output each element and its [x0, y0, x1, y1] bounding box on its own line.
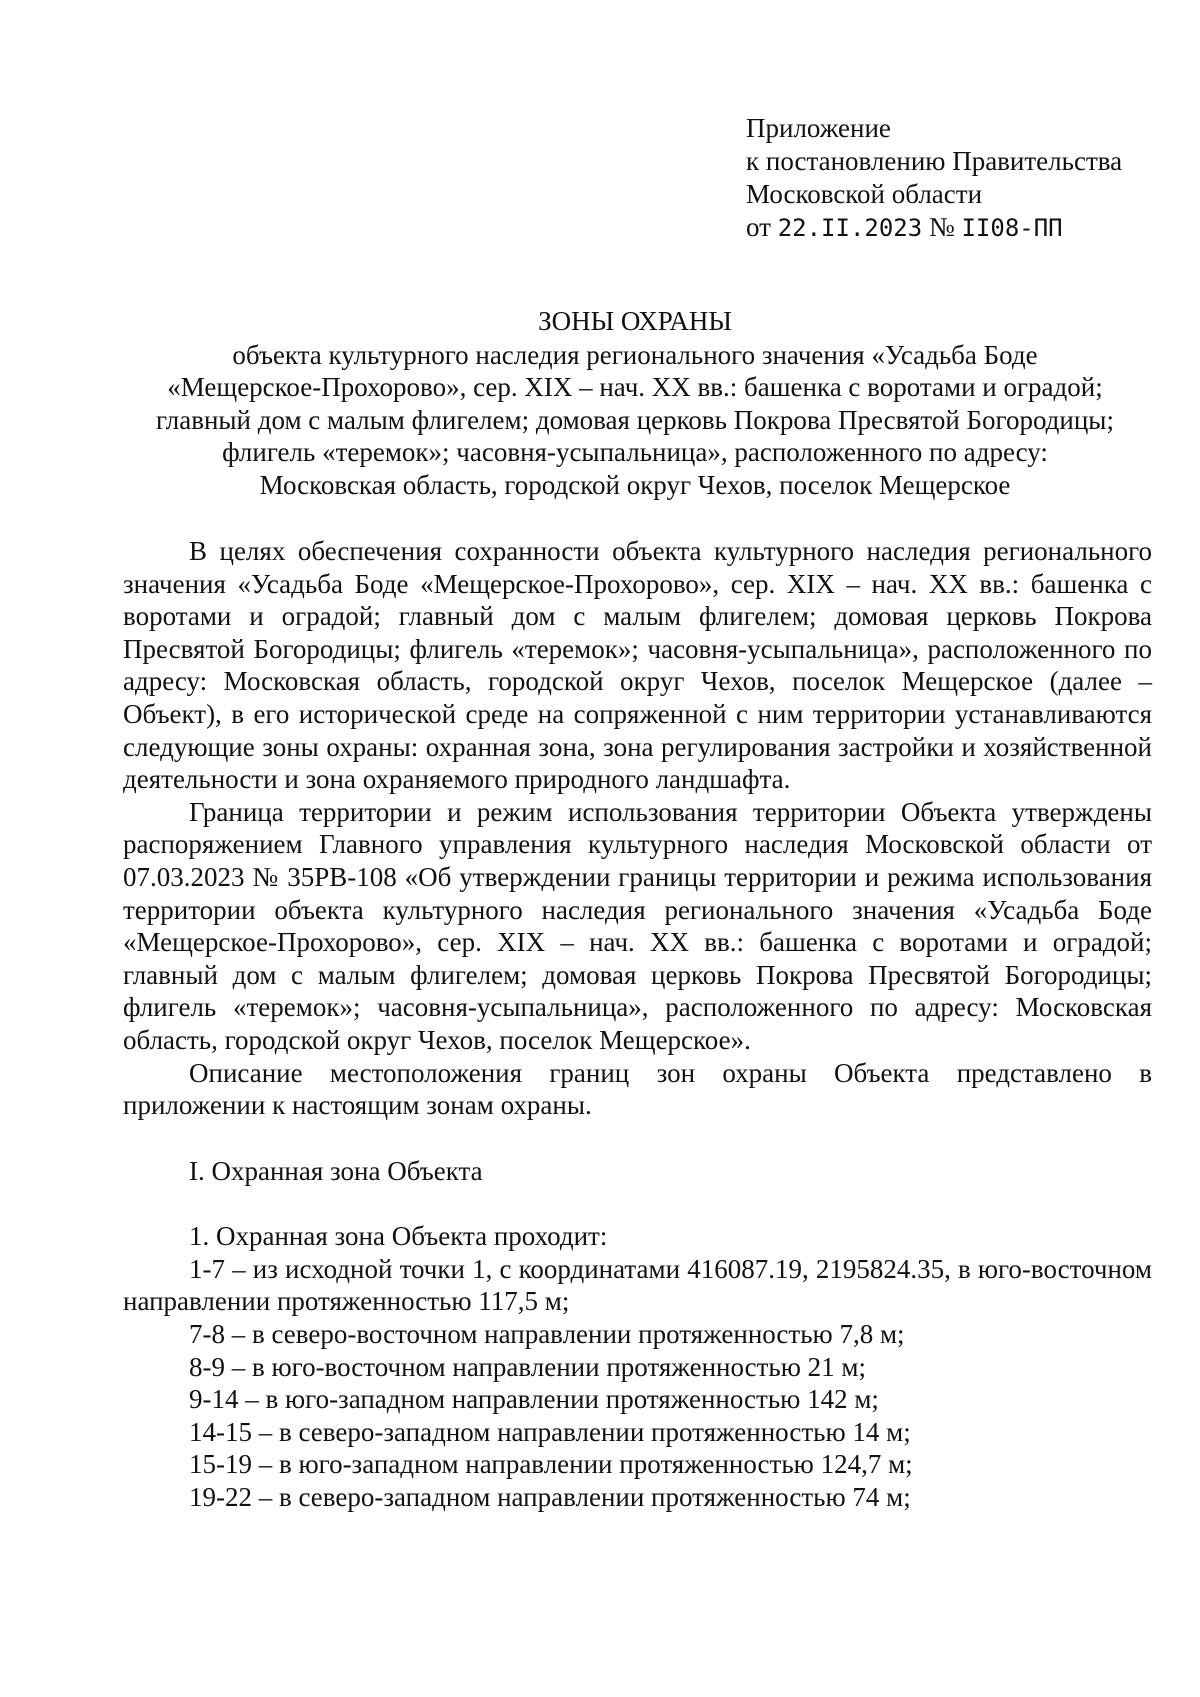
- title-line: Московская область, городской округ Чехов, поселок Мещерское: [259, 469, 1011, 500]
- resolution-number: II08-ПП: [961, 214, 1063, 242]
- appendix-region: Московской области: [746, 179, 983, 209]
- section-heading: I. Охранная зона Объекта: [189, 1155, 483, 1186]
- appendix-label: Приложение: [746, 113, 891, 143]
- document-body: [123, 535, 1152, 1514]
- title-line: флигель «теремок»; часовня-усыпальница», расположенного по адресу:: [222, 437, 1048, 467]
- paragraph-description: Описание местоположения границ зон охраны Объекта представлено в приложении к настоящим зонам охраны.: [123, 1057, 1152, 1121]
- boundary-segment: 1-7 – из исходной точки 1, с координатами 416087.19, 2195824.35, в юго-восточном направлении протяженностью 117,5 м;: [123, 1253, 1152, 1317]
- title-line: объекта культурного наследия регионального значения «Усадьба Боде: [232, 339, 1038, 370]
- paragraph-territory: Граница территории и режим использования территории Объекта утверждены распоряжением Главного управления культурного наследия Московской области от 07.03.2023 № 35РВ-108 «Об утверждении границы территории и режима использования территории объекта культурного наследия регионального значения «Усадьба Боде «Мещерское-Прохорово», сер. XIX – нач. XX вв.: башенка с воротами и оградой; главный дом с малым флигелем; домовая церковь Покрова Пресвятой Богородицы; флигель «теремок»; часовня-усыпальница», расположенного по адресу: Московская область, городской округ Чехов, поселок Мещерское».: [123, 796, 1152, 1055]
- boundary-segment: 8-9 – в юго-восточном направлении протяженностью 21 м;: [189, 1351, 866, 1382]
- date-prefix: от: [746, 212, 771, 242]
- appendix-resolution-ref: к постановлению Правительства: [746, 146, 1123, 176]
- boundary-segment: 14-15 – в северо-западном направлении протяженностью 14 м;: [189, 1416, 911, 1447]
- appendix-header: [746, 112, 1122, 245]
- title-line: «Мещерское-Прохорово», сер. XIX – нач. XX вв.: башенка с воротами и оградой;: [167, 372, 1103, 402]
- title-line: главный дом с малым флигелем; домовая церковь Покрова Пресвятой Богородицы;: [156, 404, 1114, 435]
- boundary-segment: 19-22 – в северо-западном направлении протяженностью 74 м;: [189, 1482, 911, 1513]
- number-sign: №: [928, 212, 955, 242]
- boundary-segment: 15-19 – в юго-западном направлении протяженностью 124,7 м;: [189, 1449, 913, 1480]
- boundary-segment: 7-8 – в северо-восточном направлении протяженностью 7,8 м;: [189, 1319, 905, 1350]
- document-title: [110, 305, 1160, 501]
- resolution-date: 22.II.2023: [777, 214, 923, 242]
- appendix-date-line: [746, 211, 1122, 245]
- title-heading: ЗОНЫ ОХРАНЫ: [538, 306, 732, 336]
- paragraph-purpose: В целях обеспечения сохранности объекта культурного наследия регионального значения «Усадьба Боде «Мещерское-Прохорово», сер. XIX – нач. XX вв.: башенка с воротами и оградой; главный дом с малым флигелем; домовая церковь Покрова Пресвятой Богородицы; флигель «теремок»; часовня-усыпальница», расположенного по адресу: Московская область, городской округ Чехов, поселок Мещерское (далее – Объект), в его исторической среде на сопряженной с ним территории устанавливаются следующие зоны охраны: охранная зона, зона регулирования застройки и хозяйственной деятельности и зона охраняемого природного ландшафта.: [123, 536, 1152, 795]
- boundary-list-intro: 1. Охранная зона Объекта проходит:: [189, 1221, 608, 1252]
- boundary-segment: 9-14 – в юго-западном направлении протяженностью 142 м;: [189, 1384, 879, 1415]
